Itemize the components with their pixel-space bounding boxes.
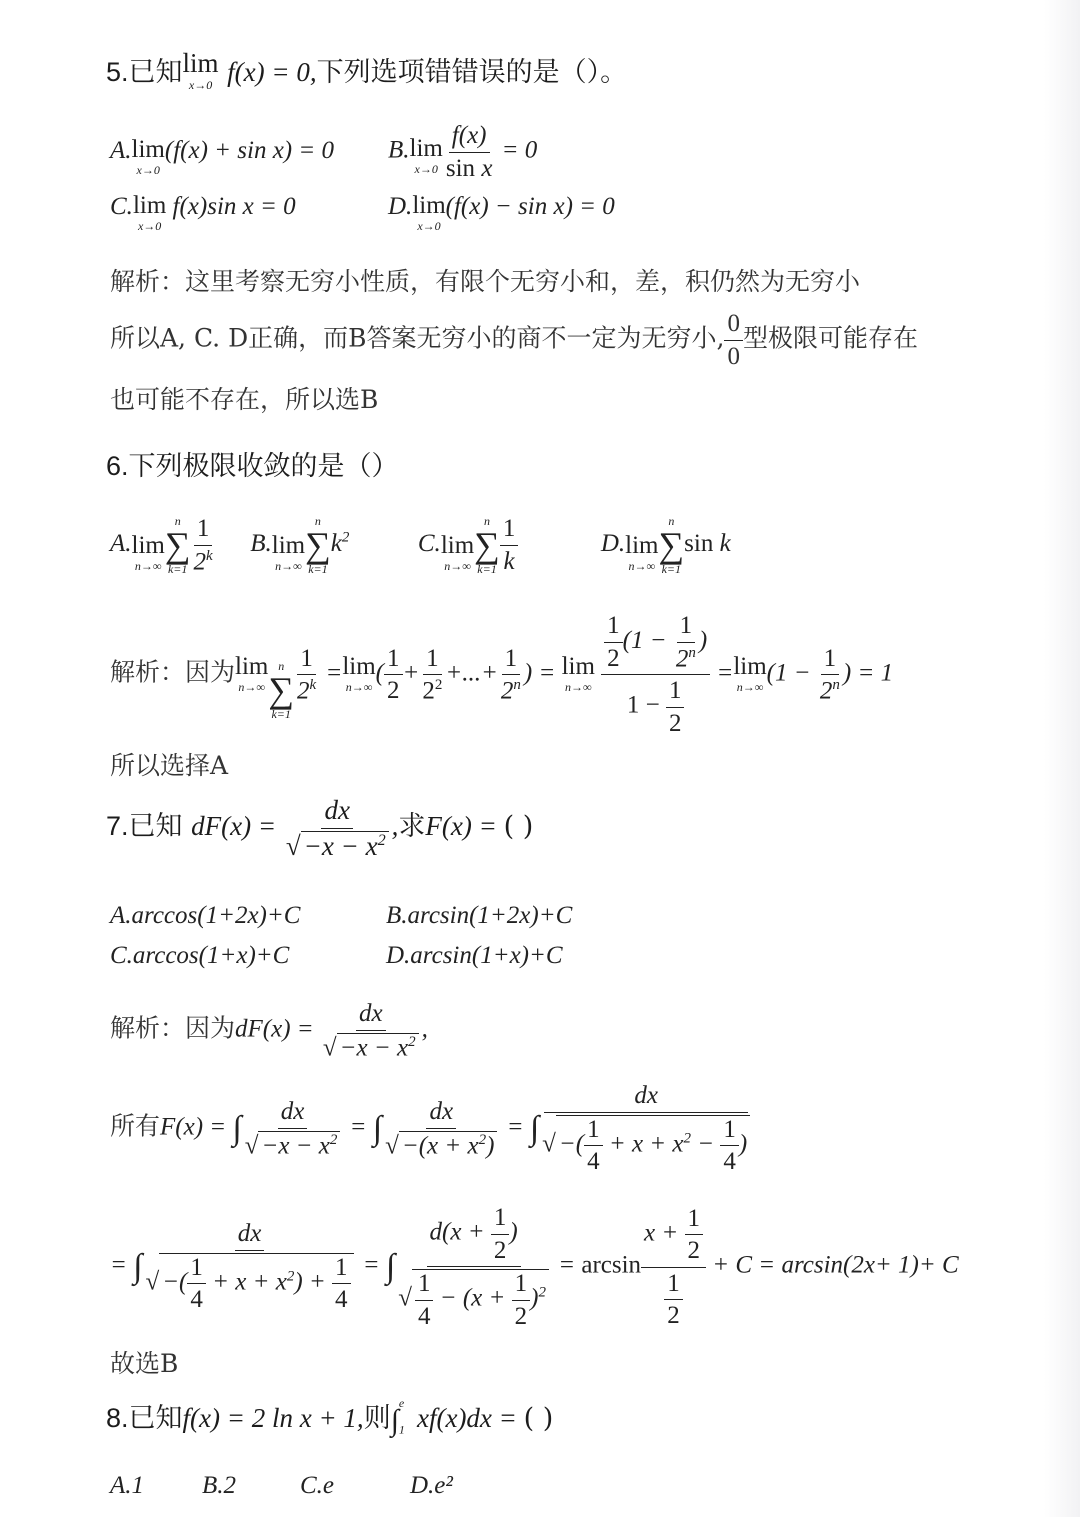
q7-option-d: D.arcsin(1+x)+C [386,942,563,969]
q5-analysis-line-1: 解析：这里考察无穷小性质，有限个无穷小和，差，积仍然为无穷小 [110,267,861,296]
option-d: D. lim n→∞ n ∑ k=1 sin k [600,514,731,577]
q7-conclusion: 故选B [110,1349,179,1378]
question-text: 已知 [128,810,183,842]
q7-analysis-line-3: = ∫ dx √ −( $\frac{1}{4}$ + $x + x^2$) + $\frac{1}{4}$ = ∫ d(x + $\frac{1}{2}$ ) √ $\frac{1}{4}$ − (x + $\frac{1}{2}$ )$^2$ = arcsin x + $\frac{1}{2}$ $\frac{1}{2}$ + C = arcsin(2x+ 1)+ C [110,1204,959,1330]
question-text: 下列选项错错误的是（）。 [316,57,628,88]
option-b: B. lim x→0 $\frac{f(x)}{\text{sin x}}$ = 0 [388,122,538,182]
option-a: A. lim n→∞ n ∑ k=1 $\frac{1}{2^k}$ [110,514,213,577]
q8-option-a: A.1 [110,1472,145,1499]
question-6-stem [106,444,399,483]
page-edge-shadow [1044,0,1080,1517]
q7-analysis-line-2: 所有F(x) = ∫ $\frac{dx}{√ -x - x^2}$ = ∫ $\frac{dx}{√ -(x + x^2)}$ = ∫ dx √ −( $\frac{1}{4}$ + $x + x^2$ − $\frac{1}{4}$ ) [110,1082,753,1176]
q6-options [110,515,731,575]
q8-option-c: C.e [300,1472,335,1499]
q5-analysis-line-3: 也可能不存在，所以选B [110,385,379,414]
lim-operator: lim x→0 [182,48,219,92]
q7-analysis-line-1: 解析：因为dF(x) = $\frac{dx}{√ -x - x^2}$ , [110,1000,428,1061]
condition-formula: f(x) = 0, [227,57,317,87]
function-formula: f(x) = 2 ln x + 1, [182,1403,364,1433]
zero-over-zero: $\frac{0}{0}$ [724,310,743,370]
q8-option-b: B.2 [202,1472,237,1499]
q6-analysis: 解析：因为 lim n→∞ n ∑ k=1 $\frac{1}{2^k}$ = lim n→∞ ( $\frac{1}{2}$ + $\frac{1}{2^2}$ +...+ $\frac{1}{2^n}$ ) = lim n→∞ $\frac{1}{2}$ (1 − $\frac{1}{2^n}$ ) 1 − $\frac{1}{2}$ = lim n→∞ (1 − $\frac{1}{2^n}$ ) = 1 [110,612,894,737]
question-number: 7. [106,810,129,841]
q5-analysis-line-2: 所以A, C. D正确，而B答案无穷小的商不一定为无穷小, $\frac{0}{0}$ 型极限可能存在 [110,310,918,370]
question-number: 6. [106,451,129,481]
option-a: A. lim x→0 (f(x) + sin x) = 0 [110,136,334,177]
question-text: 已知 [128,57,183,88]
q7-option-c: C.arccos(1+x)+C [110,942,290,969]
question-number: 5. [106,57,129,87]
option-c: C. lim x→0 f(x)sin x = 0 [110,192,296,233]
question-number: 8. [106,1403,129,1433]
q7-option-a: A.arccos(1+2x)+C [110,902,301,929]
question-8-stem: 8.已知f(x) = 2 ln x + 1,则$\int_1^e$ xf(x)dx = ( ) [106,1396,554,1437]
question-text: 下列极限收敛的是（） [128,451,399,482]
question-5-stem [106,50,627,91]
option-d: D. lim x→0 (f(x) − sin x) = 0 [388,192,615,233]
q7-option-b: B.arcsin(1+2x)+C [386,902,573,929]
q8-option-d: D.e² [410,1472,453,1499]
option-c: C. lim n→∞ n ∑ k=1 $\frac{1}{k}$ [418,530,518,557]
question-7-stem: 7.已知 dF(x) = $\frac{dx}{√ -x - x^2}$ ,求F(x) = ( ) [106,795,534,861]
option-b: B. lim n→∞ n ∑ k=1 $k^2$ [250,514,350,577]
q6-conclusion: 所以选择A [110,751,229,780]
question-text: 已知 [128,1403,183,1434]
